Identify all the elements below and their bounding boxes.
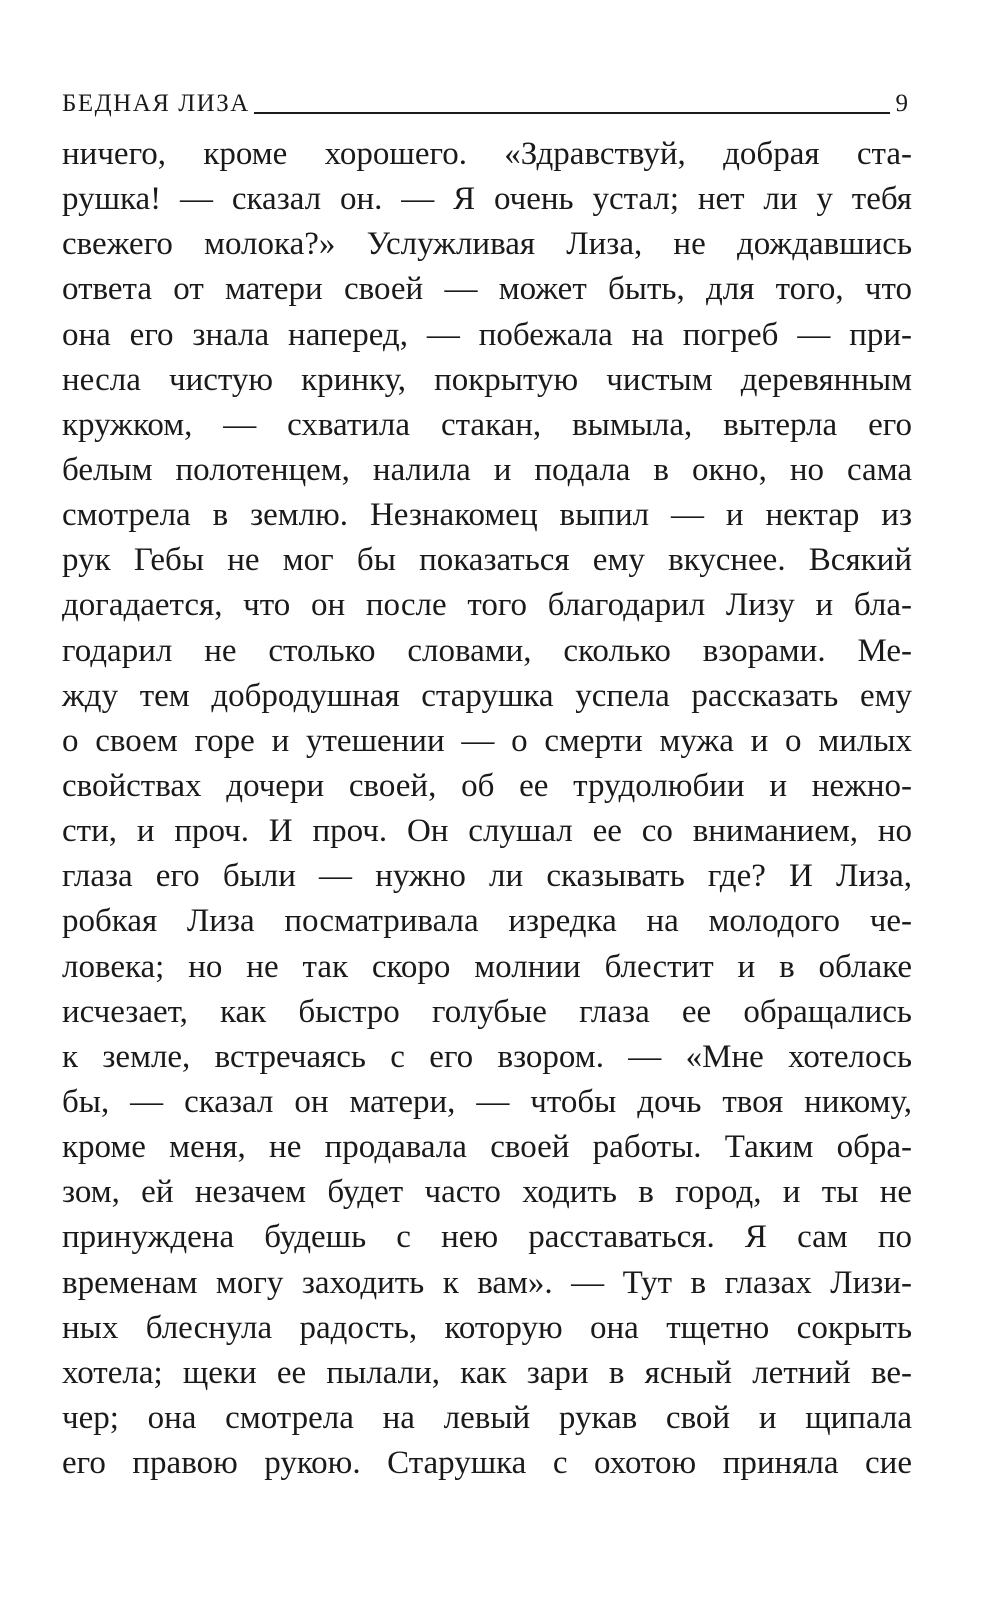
text-line: зом, ей незачем будет часто ходить в город, и ты не	[62, 1174, 912, 1211]
page-number: 9	[895, 90, 908, 117]
text-line: кружком, — схватила стакан, вымыла, вытерла его	[62, 406, 912, 443]
text-line: исчезает, как быстро голубые глаза ее обращались	[62, 993, 912, 1030]
text-line: его правою рукою. Старушка с охотою приняла сие	[62, 1445, 912, 1482]
text-line: ловека; но не так скоро молнии блестит и в облаке	[62, 948, 912, 985]
text-line: чер; она смотрела на левый рукав свой и щипала	[62, 1399, 912, 1436]
text-line: свойствах дочери своей, об ее трудолюбии и нежно-	[62, 767, 912, 804]
text-line: ответа от матери своей — может быть, для того, что	[62, 271, 912, 308]
text-line: глаза его были — нужно ли сказывать где? И Лиза,	[62, 858, 912, 895]
running-head-rule	[254, 112, 890, 114]
text-line: белым полотенцем, налила и подала в окно, но сама	[62, 451, 912, 488]
text-line: свежего молока?» Услужливая Лиза, не дождавшись	[62, 226, 912, 263]
running-head	[62, 78, 908, 118]
text-line: робкая Лиза посматривала изредка на молодого че-	[62, 903, 912, 940]
text-line: принуждена будешь с нею расставаться. Я сам по	[62, 1219, 912, 1256]
text-line: жду тем добродушная старушка успела рассказать ему	[62, 677, 912, 714]
text-line: о своем горе и утешении — о смерти мужа и о милых	[62, 722, 912, 759]
text-line: ничего, кроме хорошего. «Здравствуй, добрая ста-	[62, 136, 912, 172]
text-line: к земле, встречаясь с его взором. — «Мне хотелось	[62, 1038, 912, 1075]
text-line: догадается, что он после того благодарил Лизу и бла-	[62, 587, 912, 624]
text-line: бы, — сказал он матери, — чтобы дочь твоя никому,	[62, 1083, 912, 1120]
text-line: годарил не столько словами, сколько взорами. Ме-	[62, 632, 912, 669]
body-text	[62, 132, 912, 1486]
text-line: хотела; щеки ее пылали, как зари в ясный летний ве-	[62, 1354, 912, 1391]
text-line: несла чистую кринку, покрытую чистым деревянным	[62, 361, 912, 398]
text-line: ных блеснула радость, которую она тщетно сокрыть	[62, 1309, 912, 1346]
text-line: кроме меня, не продавала своей работы. Таким обра-	[62, 1129, 912, 1166]
text-line: она его знала наперед, — побежала на погреб — при-	[62, 316, 912, 353]
text-line: смотрела в землю. Незнакомец выпил — и нектар из	[62, 497, 912, 534]
text-line: сти, и проч. И проч. Он слушал ее со вниманием, но	[62, 813, 912, 850]
running-head-title: БЕДНАЯ ЛИЗА	[62, 90, 250, 117]
text-line: временам могу заходить к вам». — Тут в глазах Лизи-	[62, 1264, 912, 1301]
text-line: рук Гебы не мог бы показаться ему вкуснее. Всякий	[62, 542, 912, 579]
text-line: рушка! — сказал он. — Я очень устал; нет ли у тебя	[62, 181, 912, 218]
